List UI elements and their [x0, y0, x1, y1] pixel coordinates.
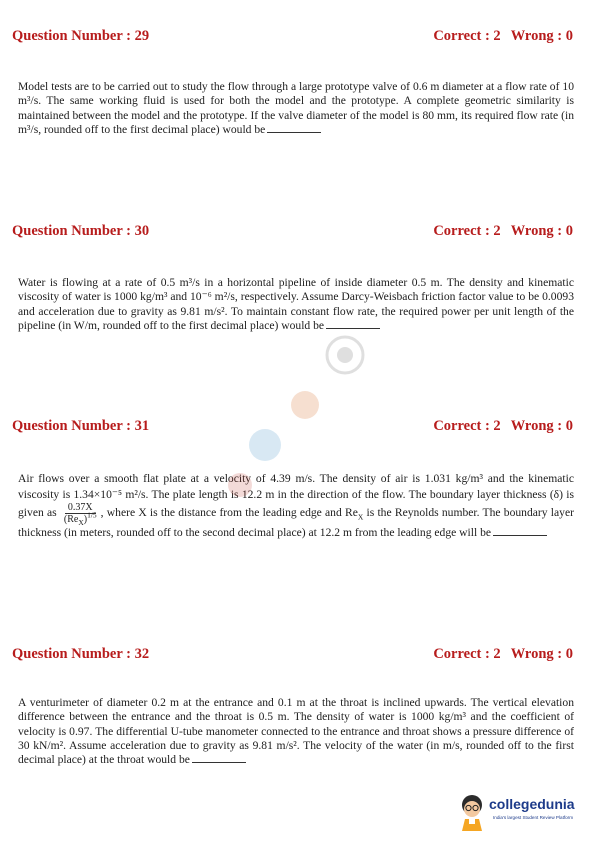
question-32-header	[12, 645, 573, 663]
score	[433, 28, 573, 45]
question-30-header	[12, 222, 573, 240]
collegedunia-logo	[456, 793, 588, 833]
question-32-text: A venturimeter of diameter 0.2 m at the entrance and 0.1 m at the throat is inclined upwards. The vertical elevation difference between the entrance and the throat is 0.5 m. The density of water is 1000 kg/m³ and the coefficient of velocity is 0.97. The differential U-tube manometer connected to the entrance and throat shows a pressure difference of 30 kN/m². Assume acceleration due to gravity as 9.81 m/s². The velocity of the water (in m/s, rounded off to the first decimal place) at the throat would be	[18, 696, 574, 767]
question-29-text: Model tests are to be carried out to study the flow through a large prototype valve of 0.6 m diameter at a flow rate of 10 m³/s. The same working fluid is used for both the model and the prototype. A complete geometric similarity is maintained between the model and the prototype. If the valve diameter of the model is 80 mm, its required flow rate (in m³/s, rounded off to the first decimal place) would be	[18, 80, 574, 136]
score	[433, 418, 573, 435]
question-number: Question Number : 32	[12, 645, 150, 662]
reynolds-symbol: $Re_X$	[344, 506, 364, 522]
boundary-layer-formula: $\frac{0.37X}{(Re_X)^{1/5}}$	[63, 502, 97, 527]
question-31-header	[12, 417, 573, 435]
score	[433, 223, 573, 240]
question-31-text: Air flows over a smooth flat plate at a velocity of 4.39 m/s. The density of air is 1.031 kg/m³ and the kinematic viscosity is 1.34×10⁻⁵ m²/s. The plate length is 12.2 m in the direction of the flow. The boundary layer thickness (δ) is given as $\frac{0.37X}{(Re_X)^{1/5}}$ , where X is the distance from the leading edge and $Re_X$ is the Reynolds number. The boundary layer thickness (in meters, rounded off to the second decimal place) at 12.2 m from the leading edge will be	[18, 472, 574, 539]
correct-score: Correct : 2	[433, 417, 501, 434]
logo-tagline: India's largest Student Review Platform	[493, 815, 574, 820]
answer-blank	[267, 123, 321, 133]
answer-blank	[493, 526, 547, 536]
question-number: Question Number : 30	[12, 222, 150, 239]
question-number: Question Number : 29	[12, 27, 150, 44]
question-29-header	[12, 27, 573, 45]
question-30-text: Water is flowing at a rate of 0.5 m³/s in a horizontal pipeline of inside diameter 0.5 m. The density and kinematic viscosity of water is 1000 kg/m³ and 10⁻⁶ m²/s, respectively. Assume Darcy-Weisbach friction factor value to be 0.0093 and acceleration due to gravity as 9.81 m/s². To maintain constant flow rate, the required power per unit length of the pipeline (in W/m, rounded off to the first decimal place) would be	[18, 276, 574, 332]
score	[433, 646, 573, 663]
logo-name: collegedunia	[489, 796, 575, 812]
wrong-score: Wrong : 0	[510, 222, 573, 239]
question-number: Question Number : 31	[12, 417, 150, 434]
wrong-score: Wrong : 0	[510, 417, 573, 434]
correct-score: Correct : 2	[433, 222, 501, 239]
correct-score: Correct : 2	[433, 27, 501, 44]
wrong-score: Wrong : 0	[510, 27, 573, 44]
answer-blank	[192, 753, 246, 763]
mascot-icon	[456, 793, 488, 831]
correct-score: Correct : 2	[433, 645, 501, 662]
answer-blank	[326, 319, 380, 329]
wrong-score: Wrong : 0	[510, 645, 573, 662]
